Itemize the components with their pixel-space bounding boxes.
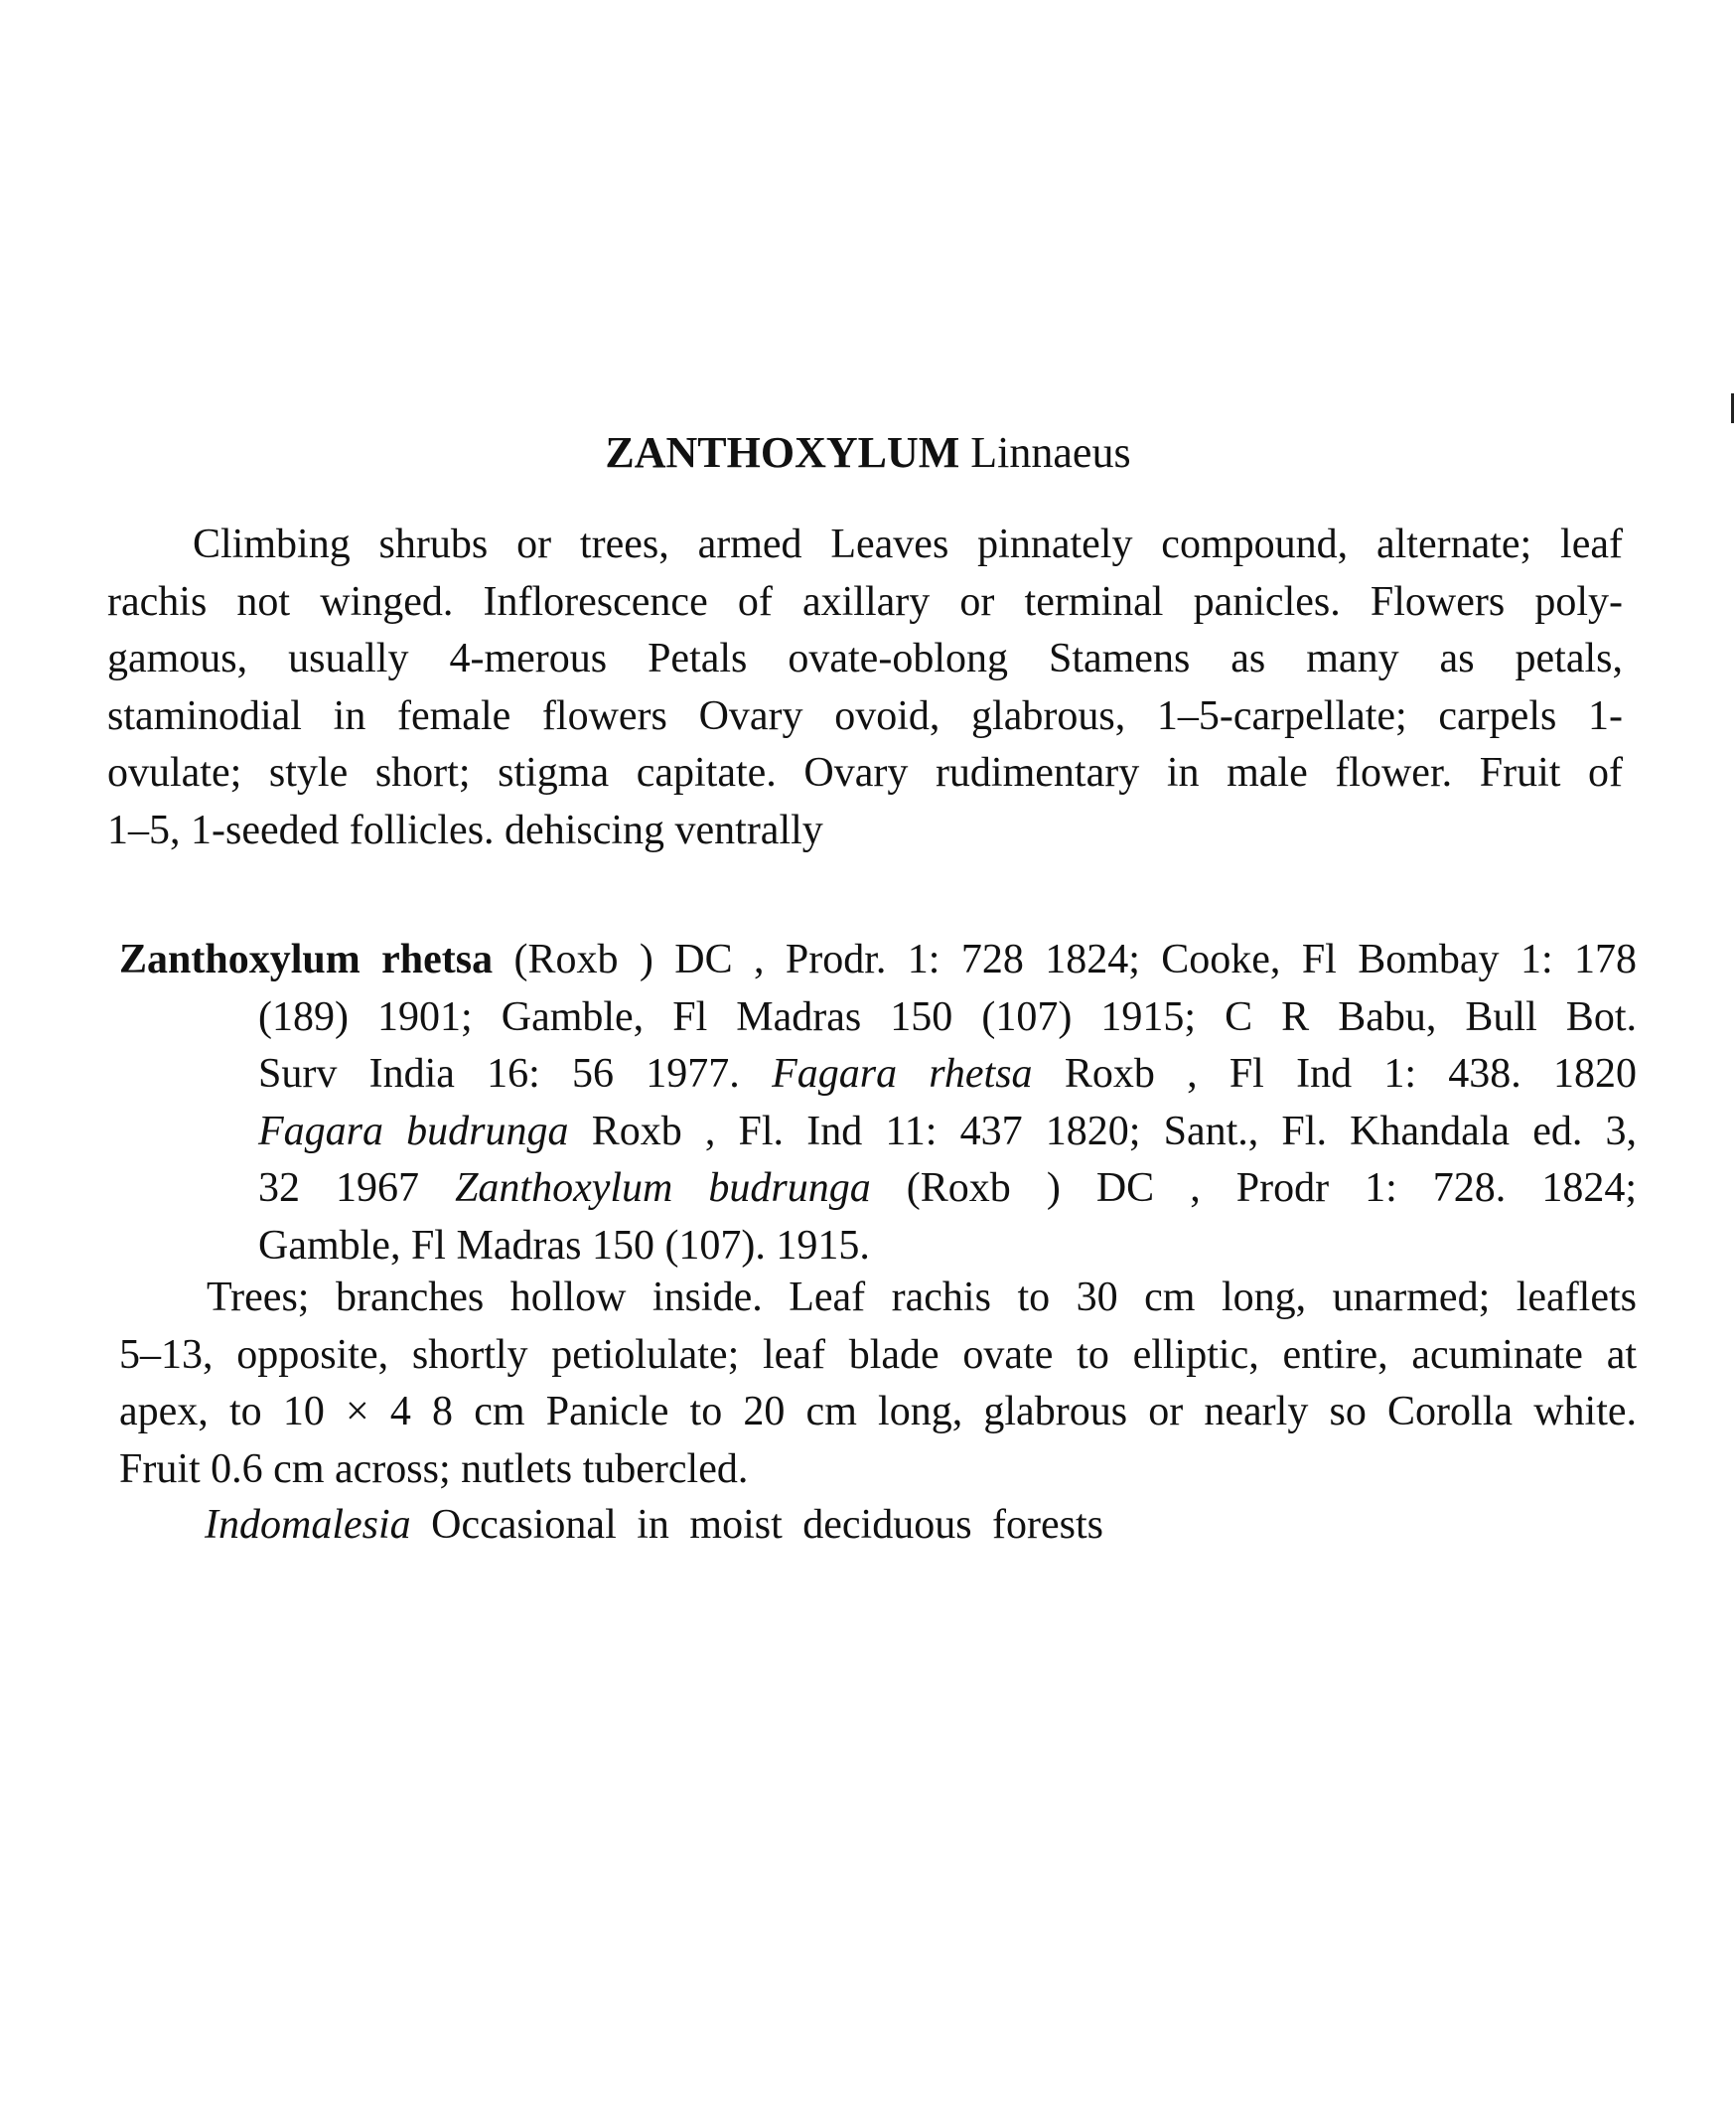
citation-text: 32 1967 (258, 1165, 420, 1211)
citation-line (119, 1160, 1637, 1218)
citation-line: (189) 1901; Gamble, Fl Madras 150 (107) 1915; C R Babu, Bull Bot. (258, 993, 1637, 1040)
genus-name: ZANTHOXYLUM (605, 428, 960, 477)
citation-line (119, 1046, 1637, 1104)
distribution-note: Occasional in moist deciduous forests (431, 1502, 1104, 1548)
synonym-name: Zanthoxylum budrunga (455, 1165, 871, 1211)
genus-description (107, 517, 1623, 859)
genus-heading (0, 425, 1736, 481)
genus-description-line: rachis not winged. Inflorescence of axillary or terminal panicles. Flowers poly- (107, 578, 1623, 625)
genus-description-line: gamous, usually 4-merous Petals ovate-oblong Stamens as many as petals, (107, 636, 1623, 681)
citation-line (119, 932, 1637, 989)
citation-line (119, 1104, 1637, 1161)
distribution-region: Indomalesia (205, 1502, 411, 1548)
genus-description-line: staminodial in female flowers Ovary ovoid, glabrous, 1–5-carpellate; carpels 1- (107, 692, 1623, 739)
species-description-line: 5–13, opposite, shortly petiolulate; leaf blade ovate to elliptic, entire, acuminate at (119, 1331, 1637, 1378)
species-citation (119, 932, 1637, 1275)
genus-author: Linnaeus (970, 428, 1131, 477)
citation-text: (Roxb ) DC , Prodr. 1: 728 1824; Cooke, Fl Bombay 1: 178 (513, 937, 1638, 982)
citation-text: (Roxb ) DC , Prodr 1: 728. 1824; (906, 1165, 1637, 1211)
synonym-name: Fagara rhetsa (772, 1051, 1033, 1097)
species-description (119, 1270, 1637, 1498)
scan-edge-mark (1731, 393, 1734, 423)
species-name: Zanthoxylum rhetsa (119, 937, 494, 982)
citation-text: Roxb , Fl Ind 1: 438. 1820 (1064, 1051, 1638, 1097)
species-description-line: Fruit 0.6 cm across; nutlets tubercled. (119, 1445, 749, 1492)
genus-description-line: Climbing shrubs or trees, armed Leaves pinnately compound, alternate; leaf (193, 522, 1623, 567)
species-description-line: Trees; branches hollow inside. Leaf rachis to 30 cm long, unarmed; leaflets (207, 1275, 1637, 1320)
citation-text: Roxb , Fl. Ind 11: 437 1820; Sant., Fl. Khandala ed. 3, (591, 1108, 1638, 1154)
synonym-name: Fagara budrunga (258, 1108, 569, 1154)
species-description-line: apex, to 10 × 4 8 cm Panicle to 20 cm long, glabrous or nearly so Corolla white. (119, 1389, 1637, 1434)
genus-description-line: ovulate; style short; stigma capitate. Ovary rudimentary in male flower. Fruit of (107, 750, 1623, 796)
citation-line: Gamble, Fl Madras 150 (107). 1915. (258, 1222, 870, 1269)
citation-text: Surv India 16: 56 1977. (258, 1051, 740, 1097)
genus-description-line: 1–5, 1-seeded follicles. dehiscing ventrally (107, 807, 823, 853)
distribution (205, 1497, 1103, 1555)
